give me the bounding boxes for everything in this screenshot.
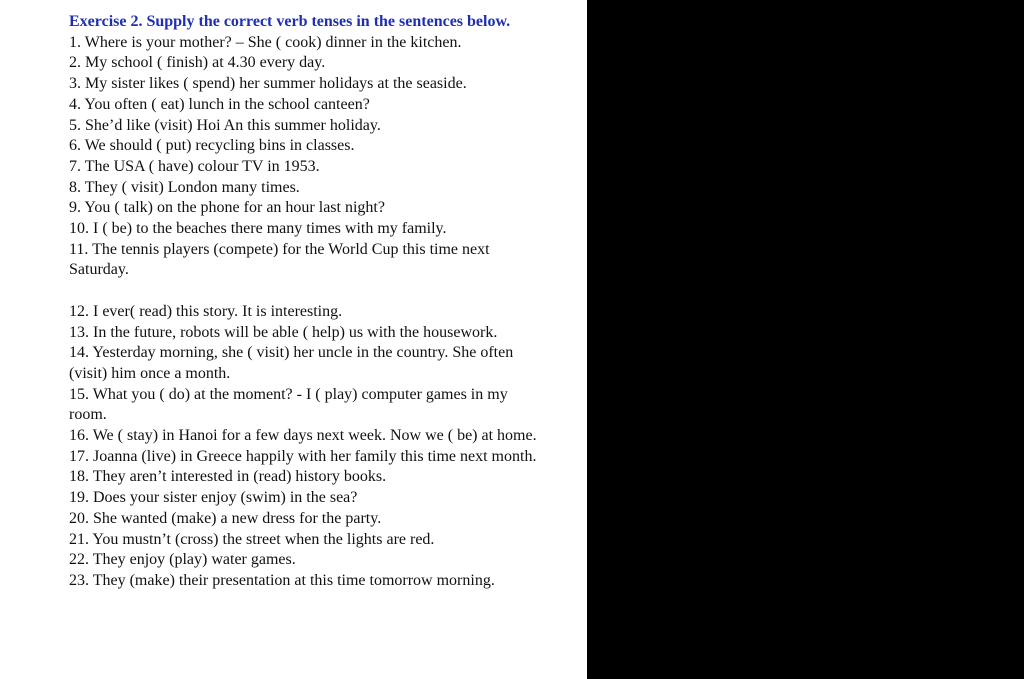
paragraph-gap	[69, 281, 549, 302]
exercise-item-8: 8. They ( visit) London many times.	[69, 178, 300, 196]
exercise-item-18: 18. They aren’t interested in (read) history books.	[69, 468, 387, 486]
exercise-item-20: 20. She wanted (make) a new dress for the party.	[69, 509, 382, 527]
exercise-item-4: 4. You often ( eat) lunch in the school canteen?	[69, 95, 370, 113]
exercise-item-10: 10. I ( be) to the beaches there many times with my family.	[69, 220, 447, 238]
exercise-item-15: 15. What you ( do) at the moment? - I ( play) computer games in my room.	[69, 385, 508, 424]
exercise-item-5: 5. She’d like (visit) Hoi An this summer holiday.	[69, 116, 381, 134]
exercise-item-13: 13. In the future, robots will be able ( help) us with the housework.	[69, 323, 498, 341]
exercise-item-11: 11. The tennis players (compete) for the World Cup this time next Saturday.	[69, 240, 490, 279]
exercise-item-21: 21. You mustn’t (cross) the street when the lights are red.	[69, 530, 435, 548]
exercise-item-1: 1. Where is your mother? – She ( cook) dinner in the kitchen.	[69, 33, 462, 51]
exercise-item-14: 14. Yesterday morning, she ( visit) her uncle in the country. She often (visit) him once a month.	[69, 344, 514, 382]
exercise-item-2: 2. My school ( finish) at 4.30 every day.	[69, 54, 326, 72]
exercise-content	[69, 12, 549, 592]
exercise-item-9: 9. You ( talk) on the phone for an hour last night?	[69, 199, 385, 217]
exercise-item-3: 3. My sister likes ( spend) her summer holidays at the seaside.	[69, 75, 467, 93]
exercise-item-6: 6. We should ( put) recycling bins in classes.	[69, 137, 355, 155]
exercise-item-7: 7. The USA ( have) colour TV in 1953.	[69, 157, 320, 175]
exercise-item-16: 16. We ( stay) in Hanoi for a few days next week. Now we ( be) at home.	[69, 427, 537, 445]
exercise-item-17: 17. Joanna (live) in Greece happily with her family this time next month.	[69, 447, 537, 465]
exercise-item-22: 22. They enjoy (play) water games.	[69, 551, 296, 569]
exercise-title: Exercise 2. Supply the correct verb tenses in the sentences below.	[69, 13, 511, 30]
exercise-item-23: 23. They (make) their presentation at this time tomorrow morning.	[69, 571, 495, 589]
black-side-panel	[587, 0, 1024, 679]
exercise-item-12: 12. I ever( read) this story. It is interesting.	[69, 302, 343, 320]
exercise-item-19: 19. Does your sister enjoy (swim) in the sea?	[69, 489, 358, 507]
